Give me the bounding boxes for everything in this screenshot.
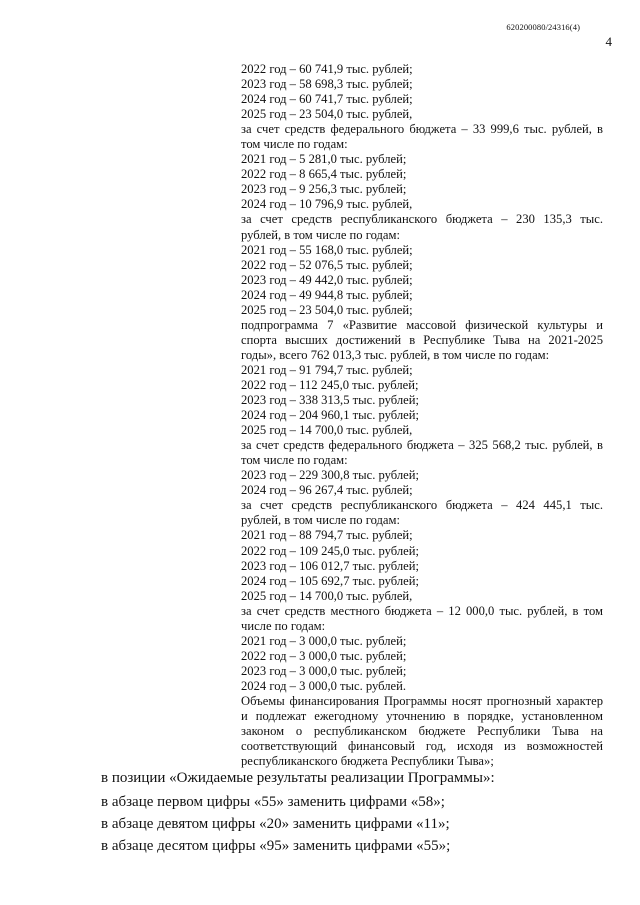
year-line: 2022 год – 109 245,0 тыс. рублей; (241, 543, 419, 558)
instruction-line: в абзаце девятом цифры «20» заменить цифрами «11»; (101, 816, 450, 832)
year-line: 2025 год – 14 700,0 тыс. рублей, (241, 588, 413, 603)
instruction-line: в позиции «Ожидаемые результаты реализации Программы»: (101, 770, 495, 786)
year-line: 2021 год – 3 000,0 тыс. рублей; (241, 633, 407, 648)
year-line: 2024 год – 105 692,7 тыс. рублей; (241, 573, 419, 588)
year-line: 2022 год – 3 000,0 тыс. рублей; (241, 648, 407, 663)
page-number: 4 (605, 34, 612, 49)
year-line: 2024 год – 204 960,1 тыс. рублей; (241, 408, 419, 423)
local-budget-intro: за счет средств местного бюджета – 12 000,0 тыс. рублей, в том числе по годам: (241, 603, 603, 633)
year-line: 2023 год – 9 256,3 тыс. рублей; (241, 182, 407, 197)
republic-budget-intro: за счет средств республиканского бюджета – 230 135,3 тыс. рублей, в том числе по годам: (241, 212, 603, 242)
year-line: 2024 год – 60 741,7 тыс. рублей; (241, 92, 413, 107)
federal-budget-intro: за счет средств федерального бюджета – 33 999,6 тыс. рублей, в том числе по годам: (241, 122, 603, 152)
republic-budget-intro: за счет средств республиканского бюджета – 424 445,1 тыс. рублей, в том числе по годам: (241, 498, 603, 528)
subprogram-7-intro: подпрограмма 7 «Развитие массовой физической культуры и спорта высших достижений в Республике Тыва на 2021-2025 годы», всего 762 013,3 тыс. рублей, в том числе по годам: (241, 317, 603, 362)
document-code: 620200080/24316(4) (506, 22, 580, 32)
year-line: 2022 год – 60 741,9 тыс. рублей; (241, 62, 413, 76)
year-line: 2023 год – 106 012,7 тыс. рублей; (241, 558, 419, 573)
year-line: 2021 год – 88 794,7 тыс. рублей; (241, 528, 413, 543)
year-line: 2023 год – 58 698,3 тыс. рублей; (241, 77, 413, 92)
year-line: 2024 год – 3 000,0 тыс. рублей. (241, 678, 407, 693)
year-line: 2021 год – 55 168,0 тыс. рублей; (241, 242, 413, 257)
year-line: 2023 год – 3 000,0 тыс. рублей; (241, 663, 407, 678)
year-line: 2022 год – 112 245,0 тыс. рублей; (241, 377, 419, 392)
year-line: 2022 год – 52 076,5 тыс. рублей; (241, 257, 413, 272)
year-line: 2023 год – 229 300,8 тыс. рублей; (241, 468, 419, 483)
year-line: 2024 год – 49 944,8 тыс. рублей; (241, 287, 413, 302)
year-line: 2023 год – 49 442,0 тыс. рублей; (241, 272, 413, 287)
instruction-line: в абзаце десятом цифры «95» заменить цифрами «55»; (101, 838, 451, 854)
closing-note: Объемы финансирования Программы носят прогнозный характер и подлежат ежегодному уточнению в порядке, установленном законом о республиканском бюджете Республики Тыва на соответствующий финансовый год, исходя из возможностей республиканского бюджета Республики Тыва»; (241, 693, 603, 769)
year-line: 2024 год – 10 796,9 тыс. рублей, (241, 197, 413, 212)
year-line: 2021 год – 91 794,7 тыс. рублей; (241, 362, 413, 377)
instruction-line: в абзаце первом цифры «55» заменить цифрами «58»; (101, 794, 445, 810)
federal-budget-intro: за счет средств федерального бюджета – 325 568,2 тыс. рублей, в том числе по годам: (241, 438, 603, 468)
year-line: 2025 год – 23 504,0 тыс. рублей, (241, 107, 413, 122)
year-line: 2022 год – 8 665,4 тыс. рублей; (241, 167, 407, 182)
year-line: 2025 год – 14 700,0 тыс. рублей, (241, 423, 413, 438)
year-line: 2023 год – 338 313,5 тыс. рублей; (241, 393, 419, 408)
year-line: 2024 год – 96 267,4 тыс. рублей; (241, 483, 413, 498)
financing-block (241, 62, 603, 769)
year-line: 2025 год – 23 504,0 тыс. рублей; (241, 302, 413, 317)
year-line: 2021 год – 5 281,0 тыс. рублей; (241, 152, 407, 167)
